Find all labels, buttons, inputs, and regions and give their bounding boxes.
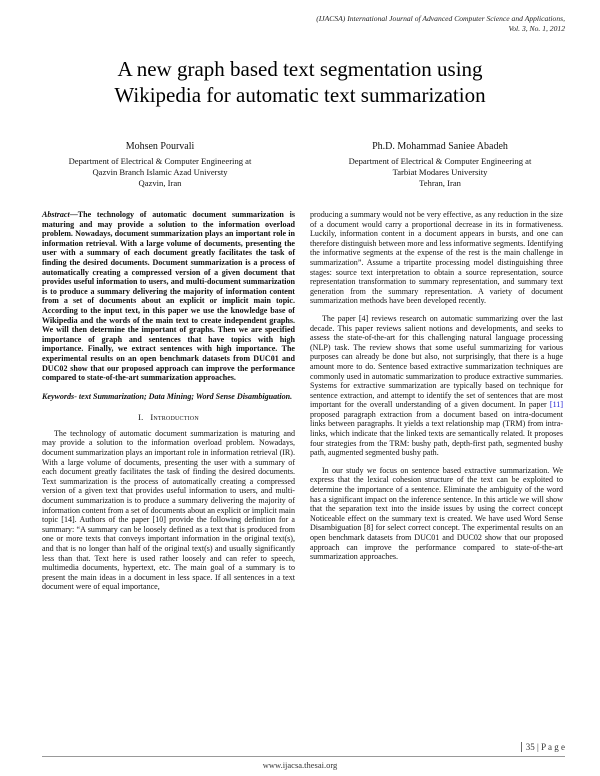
abstract-label: Abstract xyxy=(42,210,70,219)
author-1-institution: Qazvin Branch Islamic Azad Universty xyxy=(92,167,228,177)
intro-paragraph-2-text-b: proposed paragraph extraction from a document based on intra-document links between paragraphs. It yields a text relationship map (TRM) from intra-links, which indicate that the linked texts are semantically related. It proposes four strategies from the TRM: bushy path, depth-first path, segmented bushy path, augmented segmented bushy path. xyxy=(310,409,563,458)
intro-paragraph-3: In our study we focus on sentence based extractive summarization. We express that the lexical cohesion structure of the text can be exploited to determine the importance of a sentence. Eliminate the ambiguity of the word has a significant impact on the inference sentence. In this article we will show that the separation text into the inside issues by using the correct concept Noticeable effect on the summary text is created. We have used Word Sense Disambiguation [8] for select correct concept. The experimental results on an open benchmark datasets from DUC01 and DUC02 show that our proposed approach can improve the performance compared to state-of-the-art summarization approaches. xyxy=(310,465,563,562)
paper-title-line2: Wikipedia for automatic text summarization xyxy=(114,83,486,107)
page-number: 35 | P a g e xyxy=(521,742,565,752)
intro-paragraph-2-text-a: The paper [4] reviews research on automatic summarizing over the last decade. This paper reviews salient notions and developments, and seeks to assess the state-of-the-art for this challenging natural language processing (NLP) task. The review shows that some useful summarizing for various purposes can already be done but also, not surprisingly, that there is a huge amount more to do. Sentence based extractive summarization techniques are commonly used in automatic summarization to produce extractive summaries. Systems for extractive summarization are typically based on technique for sentence extraction, and attempt to identify the set of sentences that are most important for the overall understanding of a given document. In paper xyxy=(310,313,563,410)
section-title: Introduction xyxy=(150,413,199,423)
right-column xyxy=(310,210,563,562)
section-heading-introduction xyxy=(42,413,295,423)
journal-header-line1: (IJACSA) International Journal of Advanced Computer Science and Applications, xyxy=(316,14,565,23)
author-1 xyxy=(40,140,280,189)
author-1-dept: Department of Electrical & Computer Engineering at xyxy=(68,156,252,166)
journal-header xyxy=(185,14,565,34)
left-column xyxy=(42,210,295,592)
footer-divider xyxy=(42,756,565,757)
author-2-city: Tehran, Iran xyxy=(419,178,461,188)
paper-title xyxy=(40,56,560,108)
keywords xyxy=(42,392,295,402)
author-2-name: Ph.D. Mohammad Saniee Abadeh xyxy=(372,141,508,152)
keywords-label: Keywords- xyxy=(42,391,77,401)
footer-url: www.ijacsa.thesai.org xyxy=(262,760,338,770)
journal-header-line2: Vol. 3, No. 1, 2012 xyxy=(508,24,565,33)
intro-paragraph-1: The technology of automatic document summarization is maturing and may provide a solution to the information overload problem. Nowadays, document summarization plays an important role in information retrieval (IR). With a large volume of documents, presenting the user with a summary of each document greatly facilitates the task of finding the desired documents. Text summarization is the process of automatically creating a compressed version of a given text that provides useful information to users, and multi-document summarization is to produce a summary delivering the majority of information content from a set of documents about an explicit or implicit main topic [14]. Authors of the paper [10] provide the following definition for a summary: “A summary can be loosely defined as a text that is produced from one or more texts that conveys important information in the original text(s), and that is no longer than half of the original text(s) and usually significantly less than that. Text here is used rather loosely and can refer to speech, multimedia documents, hypertext, etc. The main goal of a summary is to present the main ideas in a document in less space. If all sentences in a text document were of equal importance, xyxy=(42,428,295,592)
section-number: I. xyxy=(138,413,144,423)
author-2 xyxy=(310,140,570,189)
keywords-text: text Summarization; Data Mining; Word Sense Disambiguation. xyxy=(76,391,293,401)
citation-link[interactable]: [11] xyxy=(549,400,563,410)
intro-paragraph-2 xyxy=(310,314,563,458)
author-1-city: Qazvin, Iran xyxy=(138,178,182,188)
author-2-dept: Department of Electrical & Computer Engineering at xyxy=(348,156,532,166)
author-2-institution: Tarbiat Modares University xyxy=(392,167,488,177)
paper-title-line1: A new graph based text segmentation using xyxy=(117,57,483,81)
abstract-text: —The technology of automatic document summarization is maturing and may provide a solution to the information overload problem. Nowadays, document summarization plays an important role in information retrieval. With a large volume of documents, presenting the user with a summary of each document greatly facilitates the task of finding the desired documents. Document summarization is a process of automatically creating a compressed version of a given document that provides useful information to users, and multi-document summarization is to produce a summary delivering the majority of information content from a set of documents about an explicit or implicit main topic. According to the input text, in this paper we use the knowledge base of Wikipedia and the words of the main text to create independent graphs. We will then determine the important of graphs. Then we are specified importance of graph and sentences that have topics with high importance. Finally, we extract sentences with high importance. The experimental results on an open benchmark datasets from DUC01 and DUC02 show that our proposed approach can improve the performance compared to state-of-the-art summarization approaches. xyxy=(42,210,295,383)
abstract xyxy=(42,210,295,383)
intro-paragraph-1-continued: producing a summary would not be very effective, as any reduction in the size of a document would carry a proportional decrease in its in formativeness. Luckily, information content in a document appears in bursts, and one can therefore distinguish between more and less informative segments. Identifying the informative segments at the expense of the rest is the main challenge in summarization”. Assume a tripartite processing model distinguishing three stages: source text interpretation to obtain a source representation, source representation transformation to summary representation, and summary text generation from the summary representation. A variety of document summarization methods have been developed recently. xyxy=(310,210,563,306)
author-1-name: Mohsen Pourvali xyxy=(125,141,195,152)
